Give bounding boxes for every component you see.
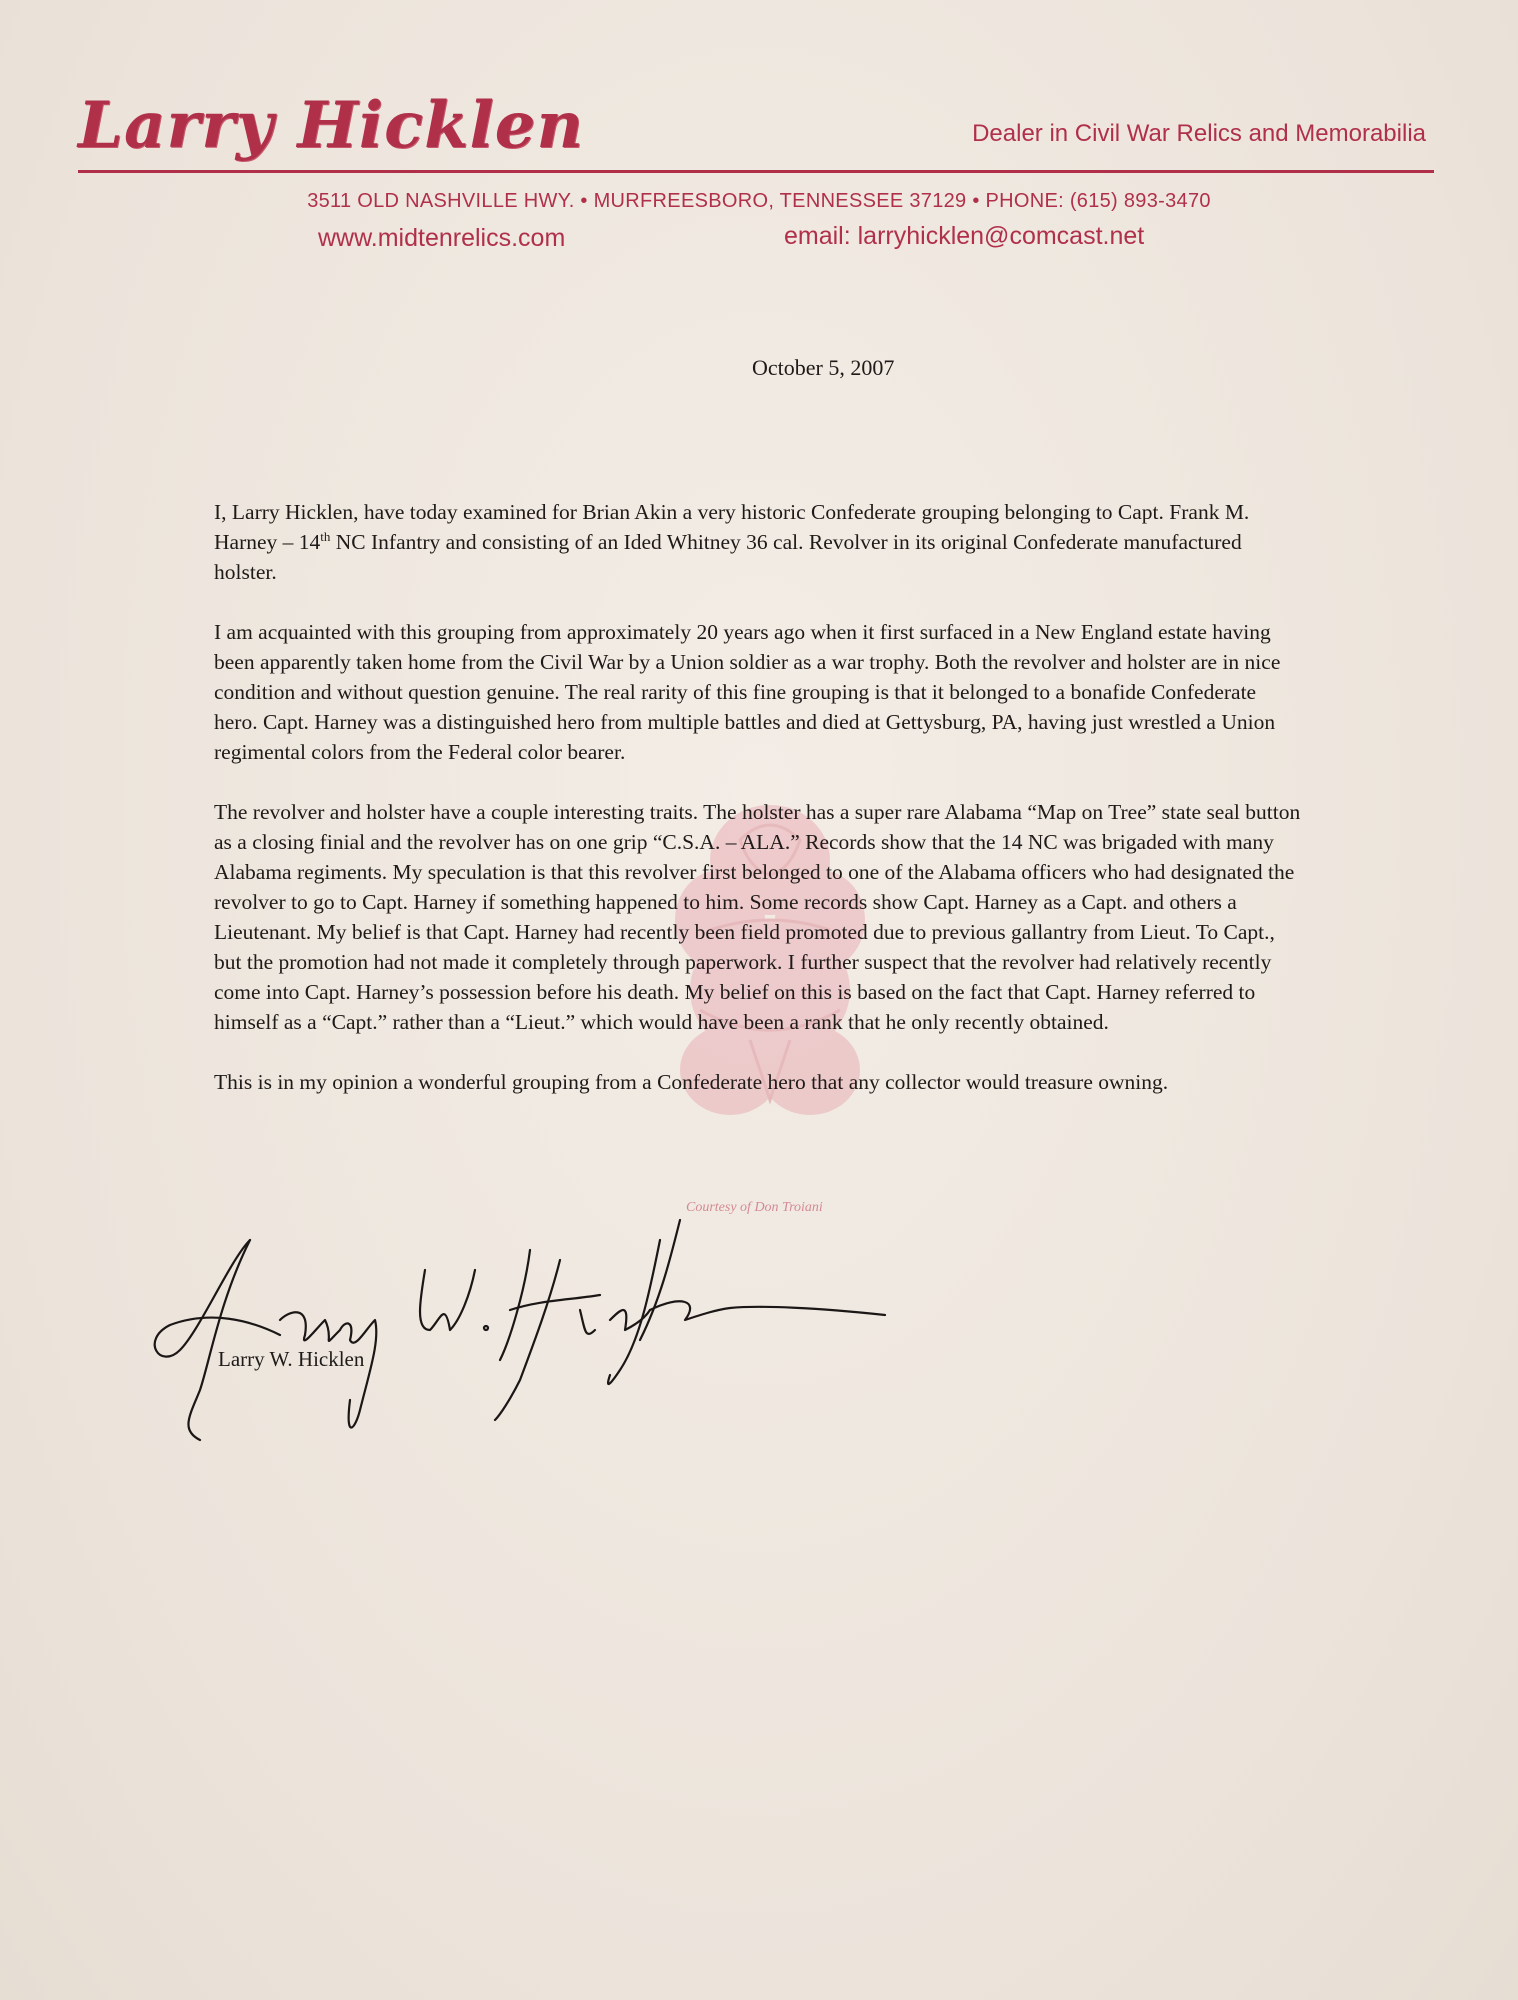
paragraph-4: This is in my opinion a wonderful grouping from a Confederate hero that any collector would treasure owning.	[214, 1070, 1169, 1094]
paragraph-1	[214, 497, 1304, 587]
letterhead-name: Larry Hicklen	[78, 88, 585, 163]
letterhead-rule	[78, 170, 1434, 173]
letter-body	[214, 497, 1304, 1127]
paragraph-1-text-a: I, Larry Hicklen, have today examined for Brian Akin a very historic Confederate grouping belonging to Capt. Frank M. Harney – 14	[214, 500, 1250, 554]
letterhead-website: www.midtenrelics.com	[318, 224, 566, 252]
letter-date: October 5, 2007	[752, 355, 895, 380]
paragraph-1-text-b: NC Infantry and consisting of an Ided Whitney 36 cal. Revolver in its original Confederate manufactured holster.	[214, 530, 1242, 584]
letterhead-tagline: Dealer in Civil War Relics and Memorabilia	[972, 120, 1426, 147]
watermark-credit: Courtesy of Don Troiani	[686, 1200, 823, 1215]
signer-name: Larry W. Hicklen	[218, 1347, 365, 1371]
paragraph-2: I am acquainted with this grouping from approximately 20 years ago when it first surfaced in a New England estate having been apparently taken home from the Civil War by a Union soldier as a war trophy. Both the revolver and holster are in nice condition and without question genuine. The real rarity of this fine grouping is that it belonged to a bonafide Confederate hero. Capt. Harney was a distinguished hero from multiple battles and died at Gettysburg, PA, having just wrestled a Union regimental colors from the Federal color bearer.	[214, 620, 1281, 764]
letterhead-email: email: larryhicklen@comcast.net	[784, 222, 1145, 250]
handwritten-signature	[140, 1200, 900, 1460]
paragraph-3: The revolver and holster have a couple interesting traits. The holster has a super rare Alabama “Map on Tree” state seal button as a closing finial and the revolver has on one grip “C.S.A. – ALA.” Records show that the 14 NC was brigaded with many Alabama regiments. My speculation is that this revolver first belonged to one of the Alabama officers who had designated the revolver to go to Capt. Harney if something happened to him. Some records show Capt. Harney as a Capt. and others a Lieutenant. My belief is that Capt. Harney had recently been field promoted due to previous gallantry from Lieut. To Capt., but the promotion had not made it completely through paperwork. I further suspect that the revolver had relatively recently come into Capt. Harney’s possession before his death. My belief on this is based on the fact that Capt. Harney referred to himself as a “Capt.” rather than a “Lieut.” which would have been a rank that he only recently obtained.	[214, 800, 1301, 1034]
ordinal-suffix: th	[320, 528, 331, 544]
letterhead-address: 3511 OLD NASHVILLE HWY. • MURFREESBORO, TENNESSEE 37129 • PHONE: (615) 893-3470	[307, 190, 1211, 212]
